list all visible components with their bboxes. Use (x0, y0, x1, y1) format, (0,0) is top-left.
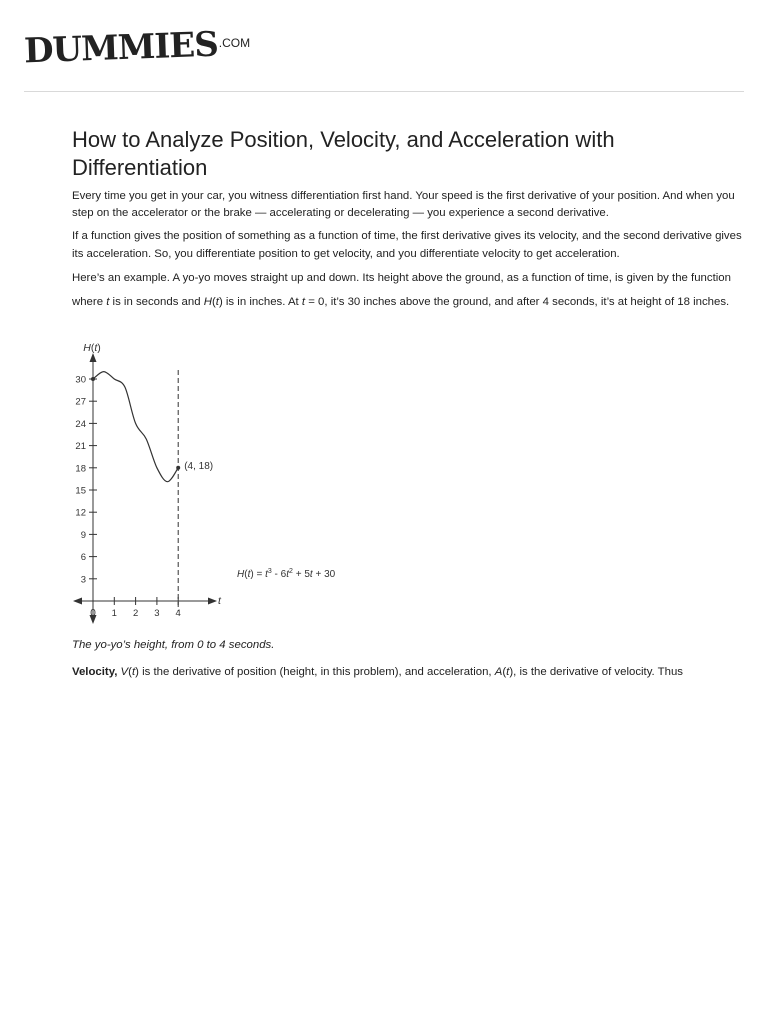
figure-caption: The yo-yo’s height, from 0 to 4 seconds. (72, 639, 275, 651)
x-axis-arrow-left (73, 598, 82, 605)
height-chart (56, 336, 376, 626)
article-body (72, 126, 748, 311)
y-tick-label: 12 (75, 507, 86, 519)
x-tick-label: 4 (175, 608, 181, 619)
y-tick-label: 30 (75, 374, 86, 386)
end-point (176, 466, 180, 470)
paragraph-units: where t is in seconds and H(t) is in inches. At t = 0, it’s 30 inches above the ground, and after 4 seconds, it’s at height of 18 inches. (72, 296, 730, 309)
x-tick-label: 3 (154, 608, 160, 619)
origin-label: 0 (90, 608, 96, 619)
y-tick-label: 21 (75, 441, 86, 453)
y-axis-label: H(t) (83, 342, 101, 354)
site-logo[interactable] (23, 24, 251, 72)
x-axis-label: t (218, 595, 221, 607)
paragraph-example: Here’s an example. A yo-yo moves straight up and down. Its height above the ground, as a function of time, is given by the function (72, 271, 731, 284)
paragraph-intro: Every time you get in your car, you witness differentiation first hand. Your speed is the first derivative of your position. And when you step on the accelerator or the brake — accelerating or decelerating — you experience a second derivative. (72, 190, 735, 220)
y-tick-label: 24 (75, 418, 86, 430)
paragraph-derivatives: If a function gives the position of something as a function of time, the first derivative gives its velocity, and the second derivative gives its acceleration. So, you differentiate position to get velocity, and you differentiate velocity to get acceleration. (72, 230, 742, 260)
equation-label: $H(t) = t^3 - 6t^2 + 5t + 30$ (237, 568, 336, 580)
y-tick-label: 18 (75, 463, 86, 475)
paragraph-velocity: Velocity, V(t) is the derivative of position (height, in this problem), and acceleration, A(t), is the derivative of velocity. Thus (72, 666, 684, 678)
y-tick-label: 27 (75, 396, 86, 408)
chart-svg (56, 336, 376, 626)
x-tick-label: 1 (111, 608, 117, 619)
start-point (91, 377, 95, 381)
logo-suffix: .COM (218, 36, 251, 50)
y-tick-label: 9 (80, 529, 86, 541)
x-tick-label: 2 (132, 608, 139, 619)
y-tick-label: 3 (80, 574, 86, 586)
y-axis-arrow (90, 353, 97, 362)
point-annotation: (4, 18) (184, 460, 214, 472)
height-curve (93, 372, 178, 482)
y-tick-label: 6 (80, 552, 86, 564)
y-tick-label: 15 (75, 485, 86, 497)
header-divider (24, 91, 744, 92)
x-axis-arrow (208, 598, 217, 605)
logo-wordmark: DUMMIES (23, 24, 219, 72)
article-title: How to Analyze Position, Velocity, and Acceleration with Differentiation (72, 127, 615, 180)
